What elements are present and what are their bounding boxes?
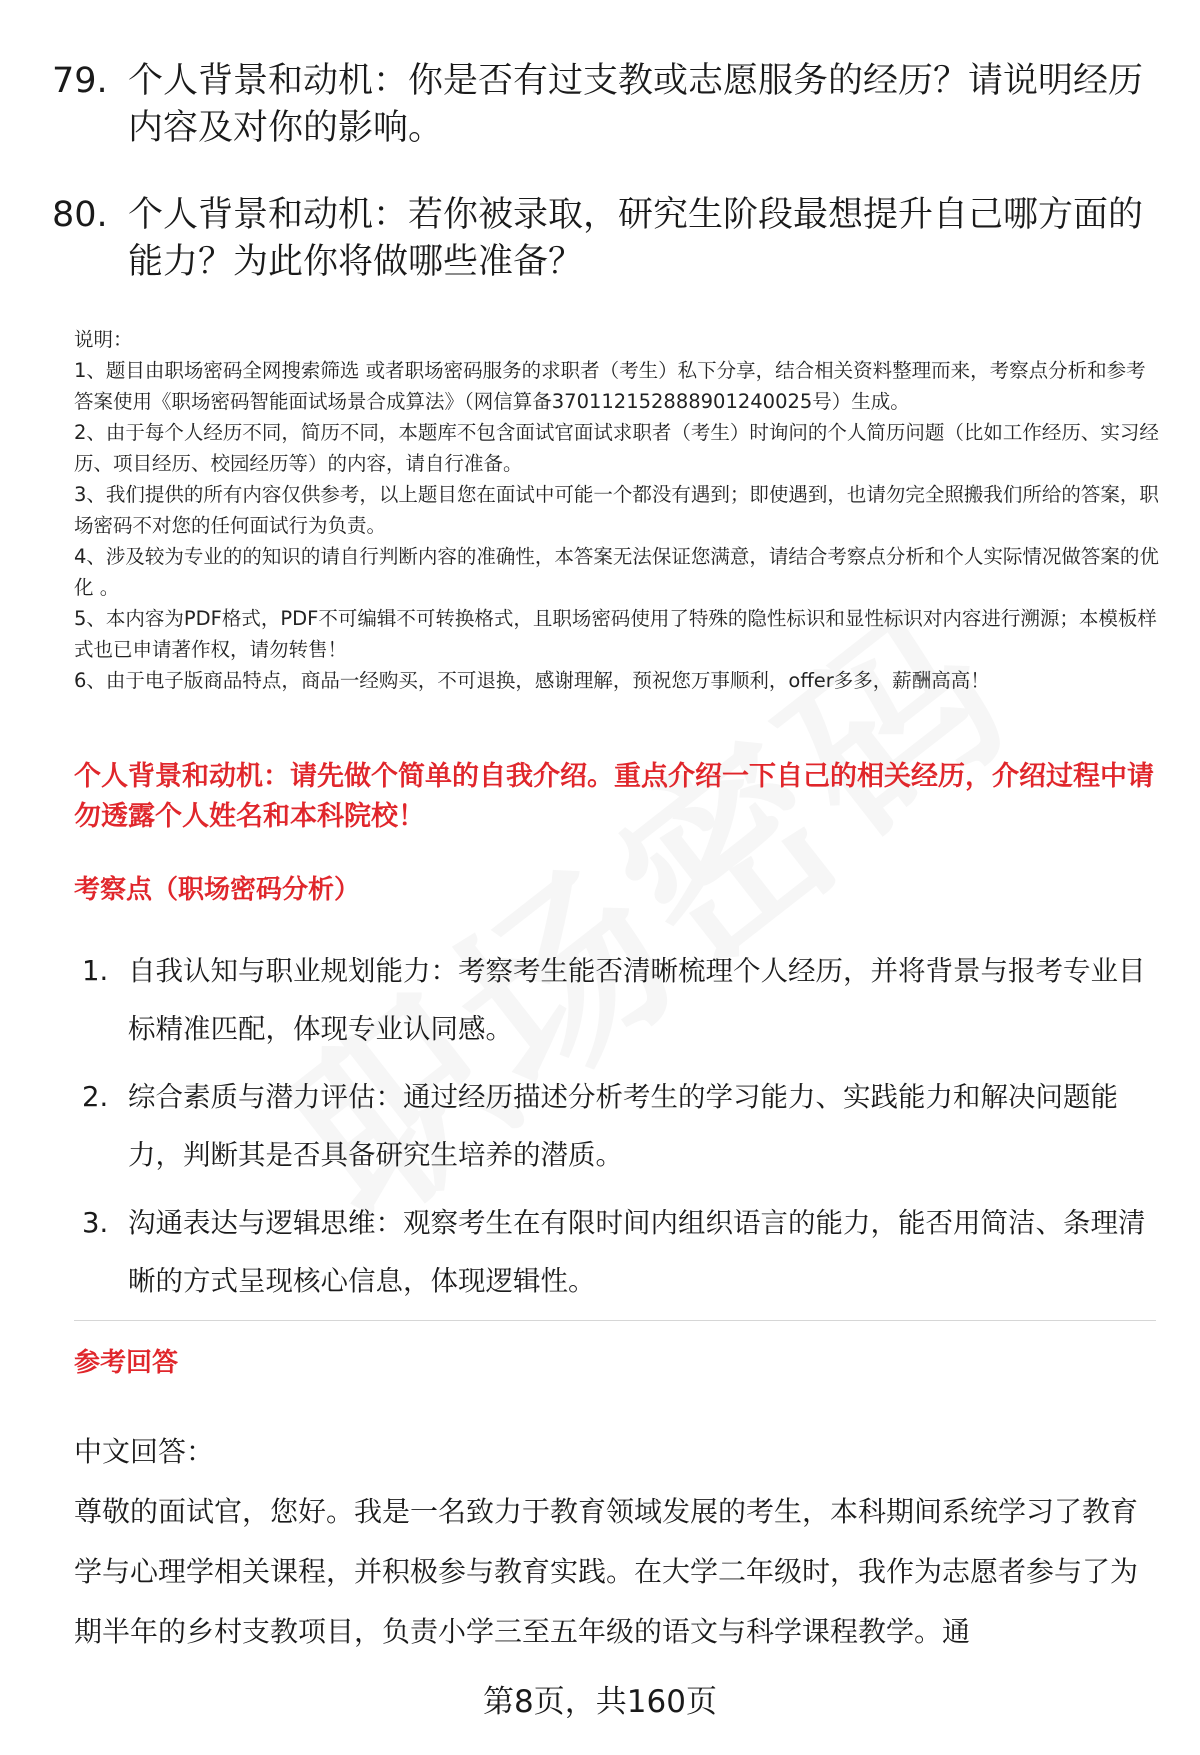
notes-heading: 说明： [74, 328, 133, 351]
note-item: 3、我们提供的所有内容仅供参考，以上题目您在面试中可能一个都没有遇到；即使遇到，也请勿完全照搬我们所给的答案，职场密码不对您的任何面试行为负责。 [74, 483, 1159, 537]
analysis-point [82, 1068, 1152, 1184]
point-text: 沟通表达与逻辑思维：观察考生在有限时间内组织语言的能力，能否用简洁、条理清晰的方式呈现核心信息，体现逻辑性。 [128, 1207, 1146, 1297]
note-item: 5、本内容为PDF格式，PDF不可编辑不可转换格式，且职场密码使用了特殊的隐性标识和显性标识对内容进行溯源；本模板样式也已申请著作权，请勿转售！ [74, 607, 1157, 661]
analysis-label: 考察点（职场密码分析） [74, 875, 361, 905]
notes-section [74, 324, 1159, 696]
question-title: 个人背景和动机：请先做个简单的自我介绍。重点介绍一下自己的相关经历，介绍过程中请勿透露个人姓名和本科院校！ [74, 761, 1154, 832]
question-text: 个人背景和动机：若你被录取，研究生阶段最想提升自己哪方面的能力？为此你将做哪些准备？ [128, 195, 1144, 282]
note-item: 1、题目由职场密码全网搜索筛选 或者职场密码服务的求职者（考生）私下分享，结合相关资料整理而来，考察点分析和参考答案使用《职场密码智能面试场景合成算法》（网信算备370112152888901240025号）生成。 [74, 359, 1146, 413]
question-item [52, 192, 1152, 286]
note-item: 4、涉及较为专业的的知识的请自行判断内容的准确性，本答案无法保证您满意，请结合考察点分析和个人实际情况做答案的优化 。 [74, 545, 1159, 599]
question-item [52, 58, 1152, 152]
point-number: 3. [82, 1207, 109, 1239]
question-list [52, 58, 1152, 326]
answer-text: 尊敬的面试官，您好。我是一名致力于教育领域发展的考生，本科期间系统学习了教育学与心理学相关课程，并积极参与教育实践。在大学二年级时，我作为志愿者参与了为期半年的乡村支教项目，负责小学三至五年级的语文与科学课程教学。通 [74, 1495, 1139, 1648]
point-number: 1. [82, 955, 109, 987]
reference-label: 参考回答 [74, 1348, 179, 1378]
analysis-points [82, 942, 1152, 1320]
analysis-point [82, 942, 1152, 1058]
question-text: 个人背景和动机：你是否有过支教或志愿服务的经历？请说明经历内容及对你的影响。 [128, 61, 1144, 148]
question-number: 79. [52, 61, 108, 101]
reference-answer [74, 1422, 1154, 1662]
point-number: 2. [82, 1081, 109, 1113]
answer-sub-label: 中文回答： [74, 1435, 215, 1468]
section-divider [74, 1320, 1156, 1321]
point-text: 自我认知与职业规划能力：考察考生能否清晰梳理个人经历，并将背景与报考专业目标精准匹配，体现专业认同感。 [128, 955, 1146, 1045]
analysis-point [82, 1194, 1152, 1310]
page-footer: 第8页，共160页 [483, 1684, 717, 1720]
point-text: 综合素质与潜力评估：通过经历描述分析考生的学习能力、实践能力和解决问题能力，判断其是否具备研究生培养的潜质。 [128, 1081, 1118, 1171]
note-item: 2、由于每个人经历不同，简历不同，本题库不包含面试官面试求职者（考生）时询问的个人简历问题（比如工作经历、实习经历、项目经历、校园经历等）的内容，请自行准备。 [74, 421, 1159, 475]
question-number: 80. [52, 195, 108, 235]
note-item: 6、由于电子版商品特点，商品一经购买，不可退换，感谢理解，预祝您万事顺利，offer多多，薪酬高高！ [74, 669, 990, 692]
